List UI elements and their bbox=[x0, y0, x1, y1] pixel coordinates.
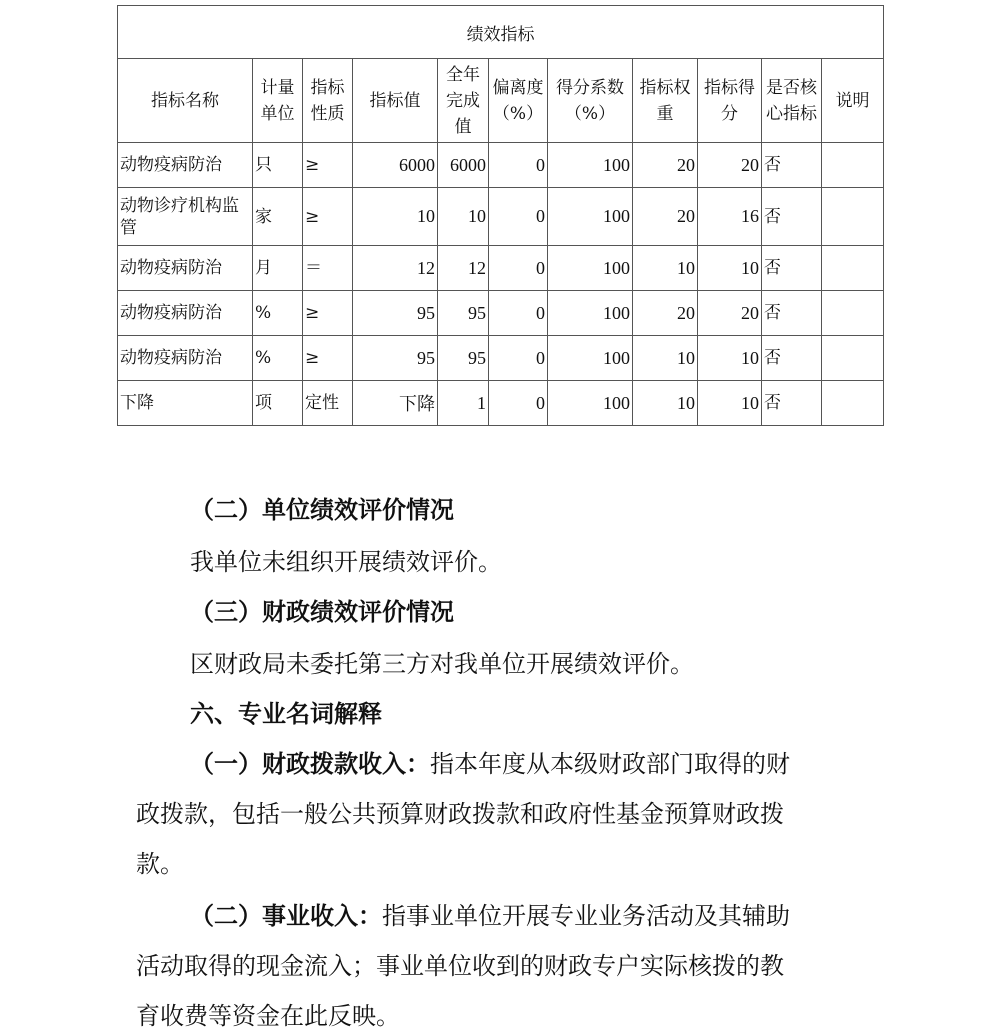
cell-coef: 100 bbox=[548, 336, 633, 381]
cell-deviation: 0 bbox=[489, 188, 548, 246]
cell-target: 10 bbox=[353, 188, 438, 246]
section-heading-glossary: 六、专业名词解释 bbox=[190, 699, 382, 728]
cell-target: 6000 bbox=[353, 143, 438, 188]
cell-weight: 20 bbox=[633, 291, 698, 336]
cell-weight: 20 bbox=[633, 143, 698, 188]
cell-core: 否 bbox=[762, 336, 822, 381]
cell-name: 动物诊疗机构监管 bbox=[118, 188, 253, 246]
cell-deviation: 0 bbox=[489, 246, 548, 291]
cell-nature: ≥ bbox=[303, 188, 353, 246]
cell-core: 否 bbox=[762, 381, 822, 426]
cell-core: 否 bbox=[762, 143, 822, 188]
cell-score: 10 bbox=[698, 246, 762, 291]
definition-term: （二）事业收入： bbox=[190, 901, 382, 930]
cell-note bbox=[822, 143, 884, 188]
cell-name: 动物疫病防治 bbox=[118, 246, 253, 291]
cell-actual: 1 bbox=[438, 381, 489, 426]
cell-actual: 10 bbox=[438, 188, 489, 246]
cell-nature: 定性 bbox=[303, 381, 353, 426]
cell-note bbox=[822, 381, 884, 426]
cell-coef: 100 bbox=[548, 381, 633, 426]
cell-deviation: 0 bbox=[489, 336, 548, 381]
cell-core: 否 bbox=[762, 246, 822, 291]
cell-weight: 20 bbox=[633, 188, 698, 246]
table-row bbox=[118, 246, 884, 291]
definition-business-income-line3: 育收费等资金在此反映。 bbox=[136, 1002, 400, 1030]
cell-target: 12 bbox=[353, 246, 438, 291]
column-header: 全年完成值 bbox=[438, 59, 489, 143]
cell-coef: 100 bbox=[548, 246, 633, 291]
cell-weight: 10 bbox=[633, 246, 698, 291]
definition-business-income-line2: 活动取得的现金流入；事业单位收到的财政专户实际核拨的教 bbox=[136, 952, 784, 980]
cell-score: 20 bbox=[698, 143, 762, 188]
definition-fiscal-appropriation-line2: 政拨款，包括一般公共预算财政拨款和政府性基金预算财政拨 bbox=[136, 800, 784, 828]
paragraph-fiscal-evaluation: 区财政局未委托第三方对我单位开展绩效评价。 bbox=[190, 650, 694, 678]
cell-target: 下降 bbox=[353, 381, 438, 426]
cell-nature: ≥ bbox=[303, 143, 353, 188]
column-header: 指标名称 bbox=[118, 59, 253, 143]
definition-text: 指事业单位开展专业业务活动及其辅助 bbox=[382, 902, 790, 930]
cell-score: 16 bbox=[698, 188, 762, 246]
cell-unit: % bbox=[253, 336, 303, 381]
cell-name: 动物疫病防治 bbox=[118, 336, 253, 381]
section-heading-fiscal-evaluation: （三）财政绩效评价情况 bbox=[190, 597, 454, 626]
table-row bbox=[118, 336, 884, 381]
column-header: 计量单位 bbox=[253, 59, 303, 143]
cell-target: 95 bbox=[353, 336, 438, 381]
table-title: 绩效指标 bbox=[118, 6, 884, 59]
cell-deviation: 0 bbox=[489, 291, 548, 336]
column-header: 得分系数（%） bbox=[548, 59, 633, 143]
cell-actual: 95 bbox=[438, 336, 489, 381]
cell-name: 动物疫病防治 bbox=[118, 143, 253, 188]
table-row bbox=[118, 291, 884, 336]
cell-note bbox=[822, 291, 884, 336]
cell-weight: 10 bbox=[633, 381, 698, 426]
column-header: 指标值 bbox=[353, 59, 438, 143]
cell-note bbox=[822, 246, 884, 291]
cell-coef: 100 bbox=[548, 143, 633, 188]
cell-score: 10 bbox=[698, 381, 762, 426]
table-header-row bbox=[118, 59, 884, 143]
column-header: 说明 bbox=[822, 59, 884, 143]
cell-coef: 100 bbox=[548, 188, 633, 246]
table-row bbox=[118, 381, 884, 426]
table-row bbox=[118, 143, 884, 188]
paragraph-unit-evaluation: 我单位未组织开展绩效评价。 bbox=[190, 548, 502, 576]
cell-unit: 项 bbox=[253, 381, 303, 426]
cell-nature: ＝ bbox=[303, 246, 353, 291]
column-header: 指标权重 bbox=[633, 59, 698, 143]
cell-nature: ≥ bbox=[303, 291, 353, 336]
cell-unit: 家 bbox=[253, 188, 303, 246]
cell-unit: 月 bbox=[253, 246, 303, 291]
cell-coef: 100 bbox=[548, 291, 633, 336]
cell-target: 95 bbox=[353, 291, 438, 336]
cell-name: 下降 bbox=[118, 381, 253, 426]
table-row bbox=[118, 188, 884, 246]
definition-business-income-line1 bbox=[190, 896, 790, 931]
cell-core: 否 bbox=[762, 291, 822, 336]
column-header: 是否核心指标 bbox=[762, 59, 822, 143]
column-header: 偏离度（%） bbox=[489, 59, 548, 143]
section-heading-unit-evaluation: （二）单位绩效评价情况 bbox=[190, 495, 454, 524]
cell-note bbox=[822, 188, 884, 246]
cell-actual: 12 bbox=[438, 246, 489, 291]
cell-score: 20 bbox=[698, 291, 762, 336]
cell-weight: 10 bbox=[633, 336, 698, 381]
cell-unit: % bbox=[253, 291, 303, 336]
cell-deviation: 0 bbox=[489, 143, 548, 188]
cell-actual: 95 bbox=[438, 291, 489, 336]
column-header: 指标性质 bbox=[303, 59, 353, 143]
cell-actual: 6000 bbox=[438, 143, 489, 188]
definition-fiscal-appropriation-line1 bbox=[190, 744, 790, 779]
definition-text: 指本年度从本级财政部门取得的财 bbox=[430, 750, 790, 778]
cell-score: 10 bbox=[698, 336, 762, 381]
column-header: 指标得分 bbox=[698, 59, 762, 143]
cell-unit: 只 bbox=[253, 143, 303, 188]
cell-note bbox=[822, 336, 884, 381]
cell-name: 动物疫病防治 bbox=[118, 291, 253, 336]
cell-deviation: 0 bbox=[489, 381, 548, 426]
definition-term: （一）财政拨款收入： bbox=[190, 749, 430, 778]
performance-indicator-table bbox=[117, 5, 884, 426]
definition-fiscal-appropriation-line3: 款。 bbox=[136, 850, 184, 878]
cell-nature: ≥ bbox=[303, 336, 353, 381]
cell-core: 否 bbox=[762, 188, 822, 246]
